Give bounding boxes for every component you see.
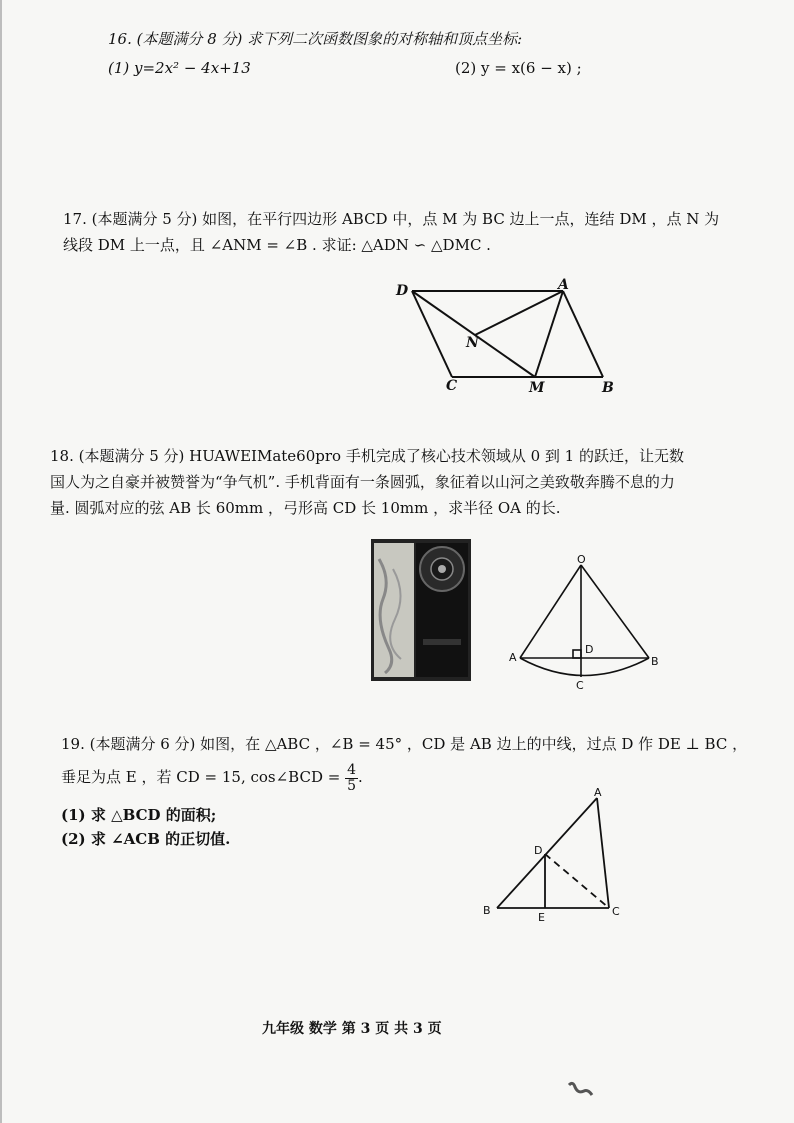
q19-line2-prefix: 垂足为点 E ，若 CD = 15, cos∠BCD = (61, 768, 341, 786)
page-footer: 九年级 数学 第 3 页 共 3 页 (262, 1021, 442, 1037)
q17-label-d: D (396, 283, 409, 299)
q18-label-b: B (651, 655, 659, 668)
q16-part1: (1) y=2x² − 4x+13 (108, 59, 251, 77)
q18-line1: 18. (本题满分 5 分) HUAWEIMate60pro 手机完成了核心技术领域从 0 到 1 的跃迁，让无数 (50, 447, 684, 465)
q18-label-o: O (577, 553, 586, 566)
q18-label-d: D (585, 643, 594, 656)
q19-line2 (61, 760, 363, 794)
q19-frac-num: 4 (347, 761, 357, 778)
q18-line2: 国人为之自豪并被赞誉为“争气机”. 手机背面有一条圆弧，象征着以山河之美致敬奔腾不息的力 (50, 473, 675, 491)
q17-label-m: M (529, 380, 545, 396)
q18-line3: 量. 圆弧对应的弦 AB 长 60mm ，弓形高 CD 长 10mm ，求半径 OA 的长. (50, 499, 561, 517)
q19-label-c: C (612, 905, 620, 918)
q16-heading: 16. (本题满分 8 分) 求下列二次函数图象的对称轴和顶点坐标: (108, 30, 523, 48)
q19-line1: 19. (本题满分 6 分) 如图，在 △ABC ，∠B = 45° ，CD 是 AB 边上的中线，过点 D 作 DE ⊥ BC ， (61, 735, 748, 753)
q19-label-b: B (483, 904, 491, 917)
q17-label-a: A (558, 277, 569, 293)
phone-photo (371, 539, 471, 681)
q17-label-n: N (466, 335, 479, 351)
q19-triangle-figure (478, 788, 638, 928)
q16-part2: (2) y = x(6 − x) ; (455, 59, 582, 77)
q17-line2: 线段 DM 上一点，且 ∠ANM = ∠B . 求证: △ADN ∽ △DMC . (63, 236, 491, 254)
page-edge (0, 0, 2, 1123)
q17-label-c: C (446, 378, 458, 394)
scan-mark (566, 1079, 596, 1101)
q19-part2: (2) 求 ∠ACB 的正切值. (61, 830, 231, 848)
q18-arc-figure (505, 553, 665, 693)
q19-label-d: D (534, 844, 543, 857)
q19-fraction (345, 763, 358, 793)
q19-line2-suffix: . (358, 768, 363, 786)
q17-parallelogram-figure (390, 275, 630, 400)
q19-part1: (1) 求 △BCD 的面积; (61, 806, 217, 824)
q19-label-e: E (538, 911, 545, 924)
q19-label-a: A (594, 788, 602, 799)
q18-label-c: C (576, 679, 584, 692)
q19-frac-den: 5 (347, 777, 357, 794)
q17-label-b: B (602, 380, 614, 396)
q18-label-a: A (509, 651, 517, 664)
q17-line1: 17. (本题满分 5 分) 如图，在平行四边形 ABCD 中，点 M 为 BC 边上一点，连结 DM ，点 N 为 (63, 210, 720, 228)
